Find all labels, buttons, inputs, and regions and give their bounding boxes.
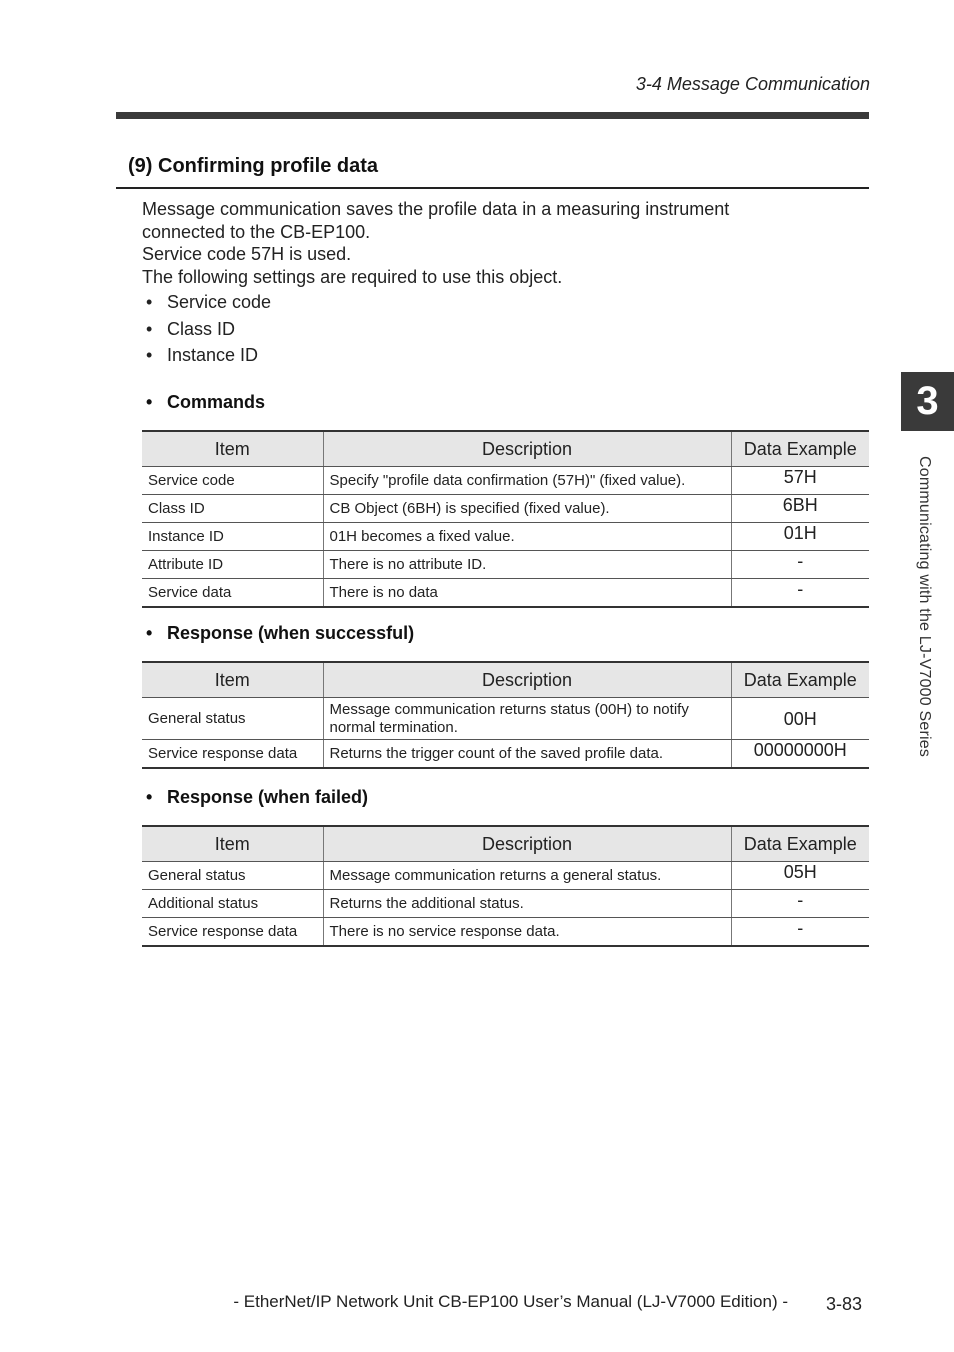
response-failed-table <box>142 825 869 947</box>
description-cell: There is no attribute ID. <box>323 551 731 579</box>
table-row <box>142 467 869 495</box>
table-row <box>142 918 869 947</box>
description-cell: Returns the additional status. <box>323 890 731 918</box>
table-row <box>142 890 869 918</box>
bullet-icon: • <box>146 392 153 412</box>
item-cell: Additional status <box>142 890 323 918</box>
list-item-label: Instance ID <box>167 345 259 365</box>
item-cell: Service code <box>142 467 323 495</box>
column-header-item: Item <box>142 662 323 698</box>
table-row <box>142 698 869 740</box>
table-row <box>142 523 869 551</box>
response-failed-heading <box>146 787 368 808</box>
description-cell: There is no service response data. <box>323 918 731 947</box>
data-example-cell: 57H <box>731 467 869 495</box>
section-title: (9) Confirming profile data <box>128 155 378 177</box>
intro-line: Service code 57H is used. <box>142 244 352 264</box>
commands-heading-label: Commands <box>167 392 266 412</box>
data-example-cell: - <box>731 579 869 608</box>
data-example-cell: 00000000H <box>731 740 869 769</box>
footer-manual-title: - EtherNet/IP Network Unit CB-EP100 User’s Manual (LJ-V7000 Edition) - <box>233 1292 788 1311</box>
table-header-row <box>142 826 869 862</box>
column-header-data-example: Data Example <box>731 826 869 862</box>
data-example-cell: 05H <box>731 862 869 890</box>
data-example-cell: - <box>731 890 869 918</box>
table-row <box>142 579 869 608</box>
response-success-table <box>142 661 869 769</box>
data-example-cell: 00H <box>731 698 869 740</box>
commands-heading <box>146 392 265 413</box>
column-header-description: Description <box>323 431 731 467</box>
item-cell: Instance ID <box>142 523 323 551</box>
response-failed-heading-label: Response (when failed) <box>167 787 369 807</box>
list-item-label: Service code <box>167 292 272 312</box>
item-cell: Service data <box>142 579 323 608</box>
page-number: 3-83 <box>826 1294 863 1314</box>
commands-table <box>142 430 869 608</box>
top-rule <box>116 112 869 119</box>
intro-text <box>142 198 842 288</box>
item-cell: General status <box>142 698 323 740</box>
item-cell: Service response data <box>142 918 323 947</box>
column-header-description: Description <box>323 826 731 862</box>
column-header-description: Description <box>323 662 731 698</box>
bullet-icon: • <box>146 318 153 339</box>
item-cell: Class ID <box>142 495 323 523</box>
table-row <box>142 740 869 769</box>
description-cell: Specify "profile data confirmation (57H)" (fixed value). <box>323 467 731 495</box>
description-cell: Message communication returns status (00H) to notify normal termination. <box>323 698 731 740</box>
intro-line: Message communication saves the profile data in a measuring instrument <box>142 199 730 219</box>
data-example-cell: 01H <box>731 523 869 551</box>
list-item <box>146 343 271 370</box>
intro-line: connected to the CB-EP100. <box>142 221 371 242</box>
table-row <box>142 551 869 579</box>
table-header-row <box>142 431 869 467</box>
column-header-item: Item <box>142 431 323 467</box>
list-item <box>146 317 271 344</box>
table-row <box>142 862 869 890</box>
column-header-item: Item <box>142 826 323 862</box>
description-cell: Message communication returns a general status. <box>323 862 731 890</box>
description-cell: 01H becomes a fixed value. <box>323 523 731 551</box>
intro-line: The following settings are required to use this object. <box>142 266 563 287</box>
bullet-icon: • <box>146 623 153 643</box>
bullet-icon: • <box>146 345 153 365</box>
data-example-cell: 6BH <box>731 495 869 523</box>
side-chapter-title: Communicating with the LJ-V7000 Series <box>916 456 933 758</box>
description-cell: Returns the trigger count of the saved profile data. <box>323 740 731 769</box>
description-cell: CB Object (6BH) is specified (fixed value). <box>323 495 731 523</box>
item-cell: Attribute ID <box>142 551 323 579</box>
response-success-heading <box>146 623 414 644</box>
item-cell: General status <box>142 862 323 890</box>
item-cell: Service response data <box>142 740 323 769</box>
data-example-cell: - <box>731 918 869 947</box>
bullet-icon: • <box>146 292 153 312</box>
list-item <box>146 290 271 317</box>
required-settings-list <box>146 290 271 370</box>
data-example-cell: - <box>731 551 869 579</box>
table-header-row <box>142 662 869 698</box>
column-header-data-example: Data Example <box>731 662 869 698</box>
running-head: 3-4 Message Communication <box>635 74 870 94</box>
bullet-icon: • <box>146 787 153 807</box>
description-cell: There is no data <box>323 579 731 608</box>
table-row <box>142 495 869 523</box>
chapter-tab: 3 <box>901 372 954 431</box>
column-header-data-example: Data Example <box>731 431 869 467</box>
title-rule <box>116 187 869 189</box>
list-item-label: Class ID <box>167 318 236 339</box>
response-success-heading-label: Response (when successful) <box>167 623 415 643</box>
